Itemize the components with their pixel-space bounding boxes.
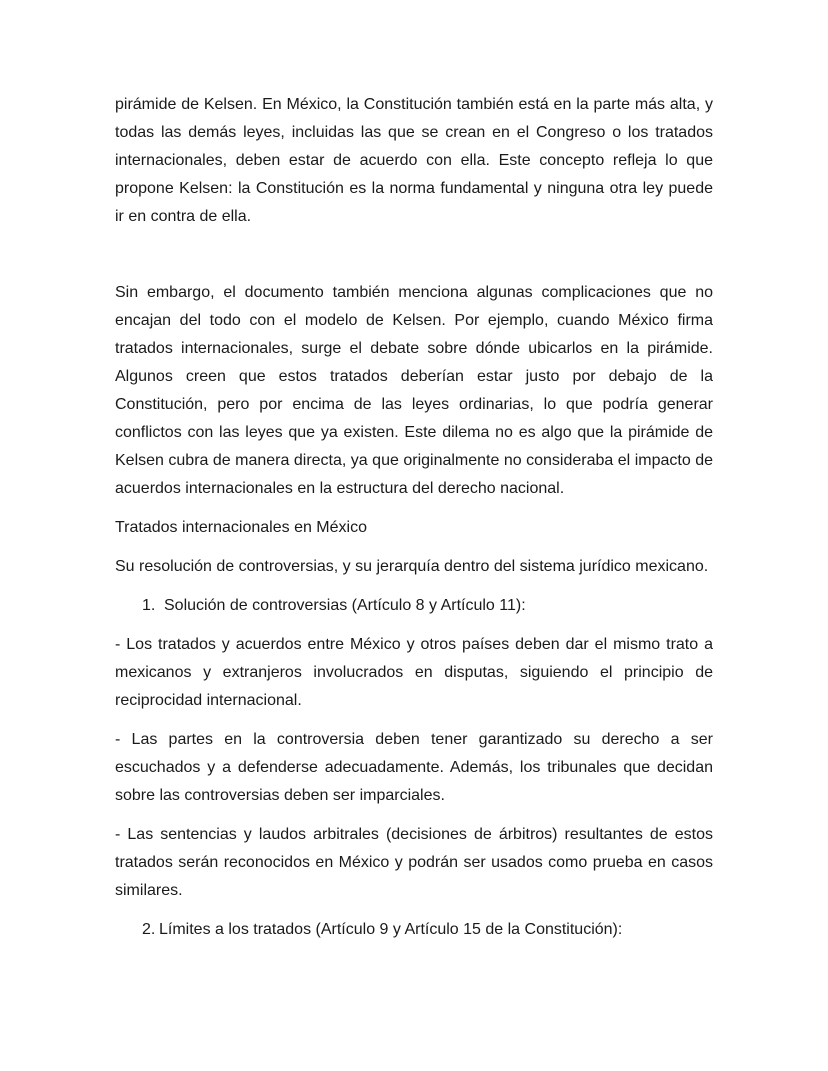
bullet-paragraph-3: - Las sentencias y laudos arbitrales (decisiones de árbitros) resultantes de estos tratados serán reconocidos en México y podrán ser usados como prueba en casos similares. — [115, 826, 713, 899]
list-number: 2. — [142, 921, 156, 938]
bullet-paragraph-2: - Las partes en la controversia deben tener garantizado su derecho a ser escuchados y a defenderse adecuadamente. Además, los tribunales que decidan sobre las controversias deben ser imparciales. — [115, 731, 713, 804]
list-item-text: Solución de controversias (Artículo 8 y Artículo 11): — [164, 597, 526, 614]
document-page — [115, 91, 713, 944]
section-intro: Su resolución de controversias, y su jerarquía dentro del sistema jurídico mexicano. — [115, 558, 709, 575]
paragraph-complications: Sin embargo, el documento también menciona algunas complicaciones que no encajan del todo con el modelo de Kelsen. Por ejemplo, cuando México firma tratados internacionales, surge el debate sobre dónde ubicarlos en la pirámide. Algunos creen que estos tratados deberían estar justo por debajo de la Constitución, pero por encima de las leyes ordinarias, lo que podría generar conflictos con las leyes que ya existen. Este dilema no es algo que la pirámide de Kelsen cubra de manera directa, ya que originalmente no consideraba el impacto de acuerdos internacionales en la estructura del derecho nacional. — [115, 284, 713, 497]
list-item-2 — [115, 916, 713, 944]
section-heading: Tratados internacionales en México — [115, 519, 367, 536]
bullet-paragraph-1: - Los tratados y acuerdos entre México y otros países deben dar el mismo trato a mexicanos y extranjeros involucrados en disputas, siguiendo el principio de reciprocidad internacional. — [115, 636, 713, 709]
list-number: 1. — [142, 597, 156, 614]
paragraph-kelsen-pyramid: pirámide de Kelsen. En México, la Constitución también está en la parte más alta, y todas las demás leyes, incluidas las que se crean en el Congreso o los tratados internacionales, deben estar de acuerdo con ella. Este concepto refleja lo que propone Kelsen: la Constitución es la norma fundamental y ninguna otra ley puede ir en contra de ella. — [115, 96, 713, 225]
list-item-text: Límites a los tratados (Artículo 9 y Artículo 15 de la Constitución): — [159, 921, 623, 938]
list-item-1 — [115, 592, 713, 620]
